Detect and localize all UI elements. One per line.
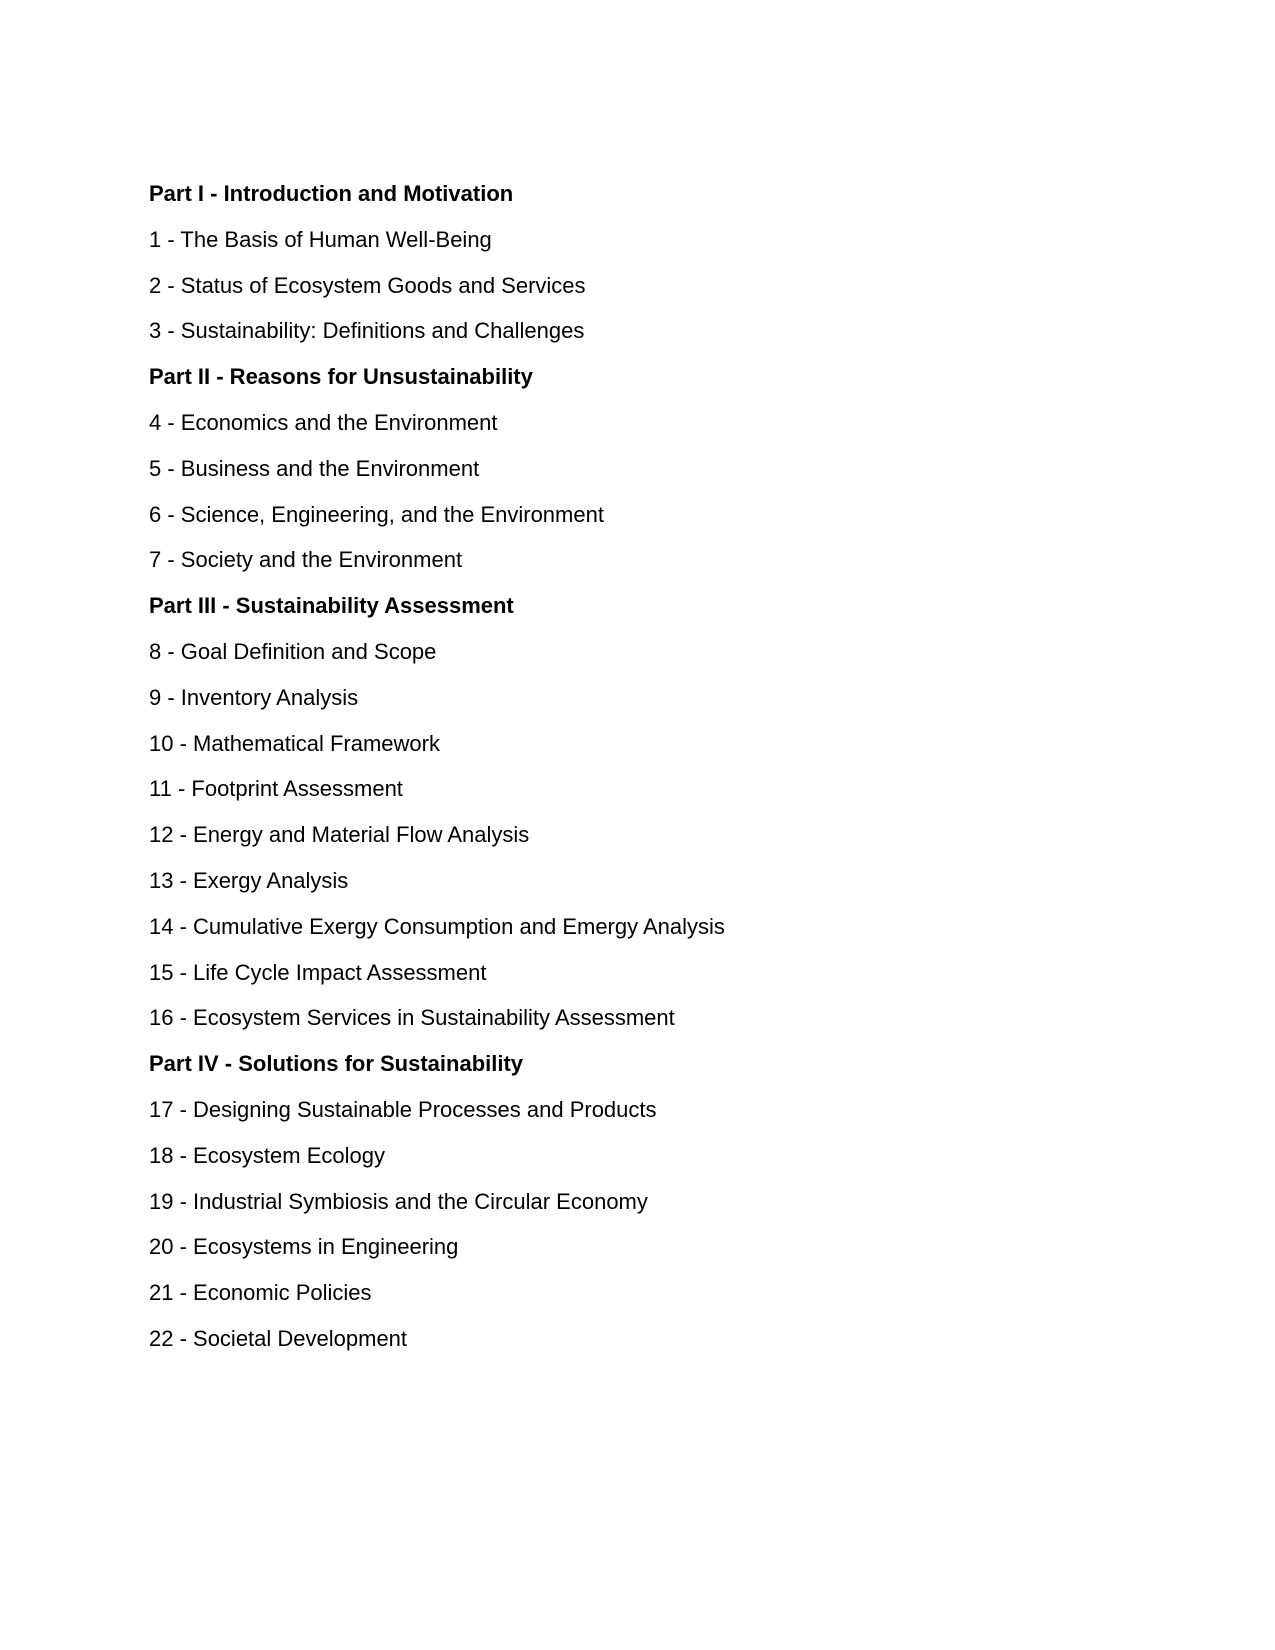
chapter-11: 11 - Footprint Assessment <box>149 776 403 802</box>
chapter-16: 16 - Ecosystem Services in Sustainability Assessment <box>149 1005 675 1031</box>
part-heading-1: Part I - Introduction and Motivation <box>149 181 514 206</box>
chapter-3: 3 - Sustainability: Definitions and Challenges <box>149 318 585 344</box>
chapter-2: 2 - Status of Ecosystem Goods and Services <box>149 272 586 298</box>
part-heading-2: Part II - Reasons for Unsustainability <box>149 364 533 390</box>
part-heading-3: Part III - Sustainability Assessment <box>149 593 514 619</box>
chapter-9: 9 - Inventory Analysis <box>149 684 359 710</box>
chapter-1: 1 - The Basis of Human Well-Being <box>149 226 492 252</box>
chapter-17: 17 - Designing Sustainable Processes and Products <box>149 1096 657 1122</box>
chapter-15: 15 - Life Cycle Impact Assessment <box>149 959 487 985</box>
chapter-22: 22 - Societal Development <box>149 1325 408 1351</box>
chapter-14: 14 - Cumulative Exergy Consumption and Emergy Analysis <box>149 913 725 939</box>
chapter-19: 19 - Industrial Symbiosis and the Circular Economy <box>149 1188 648 1214</box>
chapter-12: 12 - Energy and Material Flow Analysis <box>149 822 530 848</box>
chapter-13: 13 - Exergy Analysis <box>149 867 349 893</box>
chapter-18: 18 - Ecosystem Ecology <box>149 1142 385 1168</box>
chapter-6: 6 - Science, Engineering, and the Environment <box>149 501 604 527</box>
chapter-7: 7 - Society and the Environment <box>149 547 463 573</box>
chapter-4: 4 - Economics and the Environment <box>149 409 498 435</box>
chapter-20: 20 - Ecosystems in Engineering <box>149 1234 459 1260</box>
chapter-10: 10 - Mathematical Framework <box>149 730 440 756</box>
chapter-21: 21 - Economic Policies <box>149 1280 372 1306</box>
part-heading-4: Part IV - Solutions for Sustainability <box>149 1051 524 1077</box>
chapter-8: 8 - Goal Definition and Scope <box>149 638 437 664</box>
chapter-5: 5 - Business and the Environment <box>149 455 480 481</box>
table-of-contents <box>149 171 725 1362</box>
